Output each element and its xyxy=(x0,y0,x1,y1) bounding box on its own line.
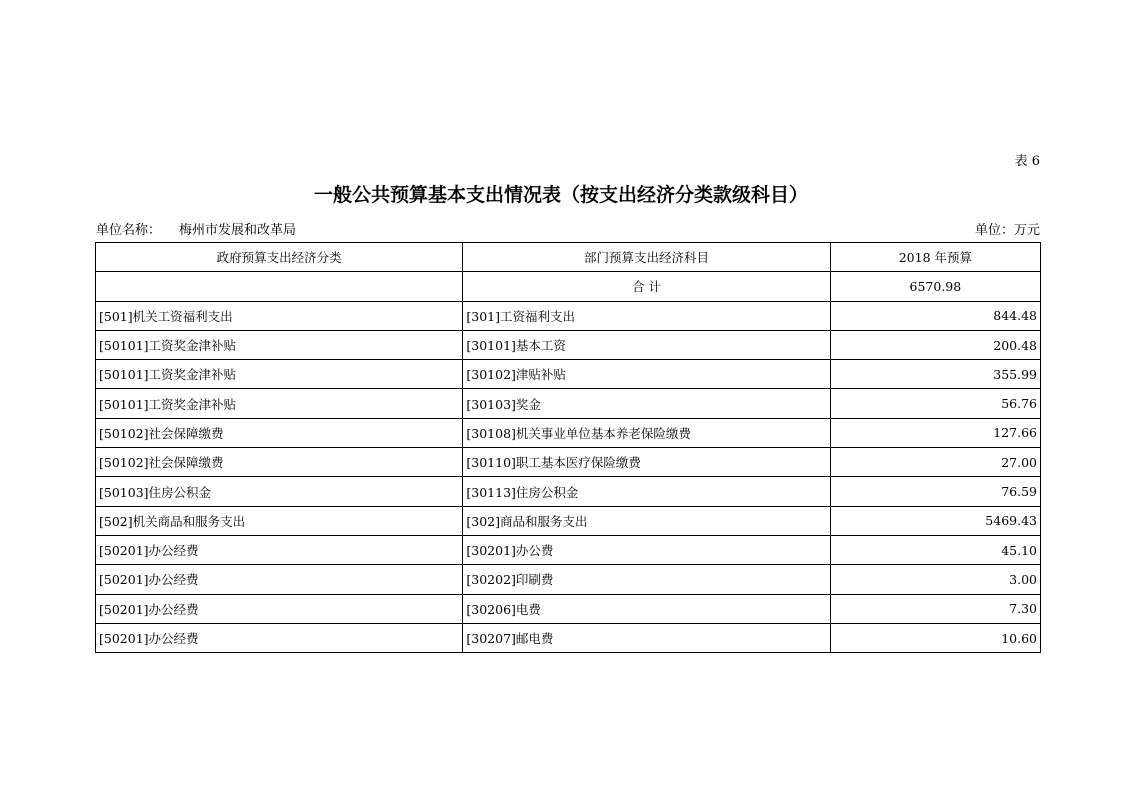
dept-subject-cell: [30103]奖金 xyxy=(463,389,830,418)
gov-class-cell: [50102]社会保障缴费 xyxy=(96,448,463,477)
table-row xyxy=(96,477,1041,506)
gov-class-cell: [50201]办公经费 xyxy=(96,535,463,564)
dept-subject-cell: [30206]电费 xyxy=(463,594,830,623)
unit-name-label: 单位名称： xyxy=(96,223,162,238)
dept-subject-cell: [30201]办公费 xyxy=(463,535,830,564)
gov-class-cell: [502]机关商品和服务支出 xyxy=(96,506,463,535)
amount-cell: 355.99 xyxy=(830,360,1040,389)
header-gov-class: 政府预算支出经济分类 xyxy=(96,243,463,272)
gov-class-cell: [50101]工资奖金津补贴 xyxy=(96,330,463,359)
table-row xyxy=(96,506,1041,535)
total-empty-cell xyxy=(96,272,463,301)
table-header-row xyxy=(96,243,1041,272)
table-row xyxy=(96,360,1041,389)
total-row xyxy=(96,272,1041,301)
dept-subject-cell: [301]工资福利支出 xyxy=(463,301,830,330)
amount-cell: 76.59 xyxy=(830,477,1040,506)
unit-name-value: 梅州市发展和改革局 xyxy=(179,223,297,238)
page-title: 一般公共预算基本支出情况表（按支出经济分类款级科目） xyxy=(313,184,808,206)
gov-class-cell: [50102]社会保障缴费 xyxy=(96,418,463,447)
table-row xyxy=(96,330,1041,359)
gov-class-cell: [50201]办公经费 xyxy=(96,594,463,623)
amount-cell: 7.30 xyxy=(830,594,1040,623)
amount-cell: 3.00 xyxy=(830,565,1040,594)
amount-cell: 844.48 xyxy=(830,301,1040,330)
gov-class-cell: [501]机关工资福利支出 xyxy=(96,301,463,330)
total-label: 合 计 xyxy=(463,272,830,301)
amount-cell: 27.00 xyxy=(830,448,1040,477)
budget-table xyxy=(95,242,1041,653)
unit-name-block xyxy=(96,219,296,238)
table-row xyxy=(96,594,1041,623)
table-number: 表 6 xyxy=(1014,154,1040,169)
table-row xyxy=(96,418,1041,447)
gov-class-cell: [50103]住房公积金 xyxy=(96,477,463,506)
dept-subject-cell: [30101]基本工资 xyxy=(463,330,830,359)
amount-cell: 10.60 xyxy=(830,623,1040,652)
amount-cell: 56.76 xyxy=(830,389,1040,418)
table-row xyxy=(96,535,1041,564)
amount-cell: 5469.43 xyxy=(830,506,1040,535)
dept-subject-cell: [30108]机关事业单位基本养老保险缴费 xyxy=(463,418,830,447)
gov-class-cell: [50101]工资奖金津补贴 xyxy=(96,360,463,389)
dept-subject-cell: [30207]邮电费 xyxy=(463,623,830,652)
amount-cell: 45.10 xyxy=(830,535,1040,564)
total-value: 6570.98 xyxy=(830,272,1040,301)
gov-class-cell: [50201]办公经费 xyxy=(96,565,463,594)
currency-unit: 单位：万元 xyxy=(974,223,1040,238)
table-row xyxy=(96,389,1041,418)
table-row xyxy=(96,623,1041,652)
header-budget-2018: 2018 年预算 xyxy=(830,243,1040,272)
dept-subject-cell: [302]商品和服务支出 xyxy=(463,506,830,535)
table-row xyxy=(96,448,1041,477)
table-row xyxy=(96,301,1041,330)
gov-class-cell: [50201]办公经费 xyxy=(96,623,463,652)
gov-class-cell: [50101]工资奖金津补贴 xyxy=(96,389,463,418)
dept-subject-cell: [30202]印刷费 xyxy=(463,565,830,594)
amount-cell: 200.48 xyxy=(830,330,1040,359)
dept-subject-cell: [30110]职工基本医疗保险缴费 xyxy=(463,448,830,477)
dept-subject-cell: [30102]津贴补贴 xyxy=(463,360,830,389)
dept-subject-cell: [30113]住房公积金 xyxy=(463,477,830,506)
header-dept-subject: 部门预算支出经济科目 xyxy=(463,243,830,272)
amount-cell: 127.66 xyxy=(830,418,1040,447)
table-row xyxy=(96,565,1041,594)
